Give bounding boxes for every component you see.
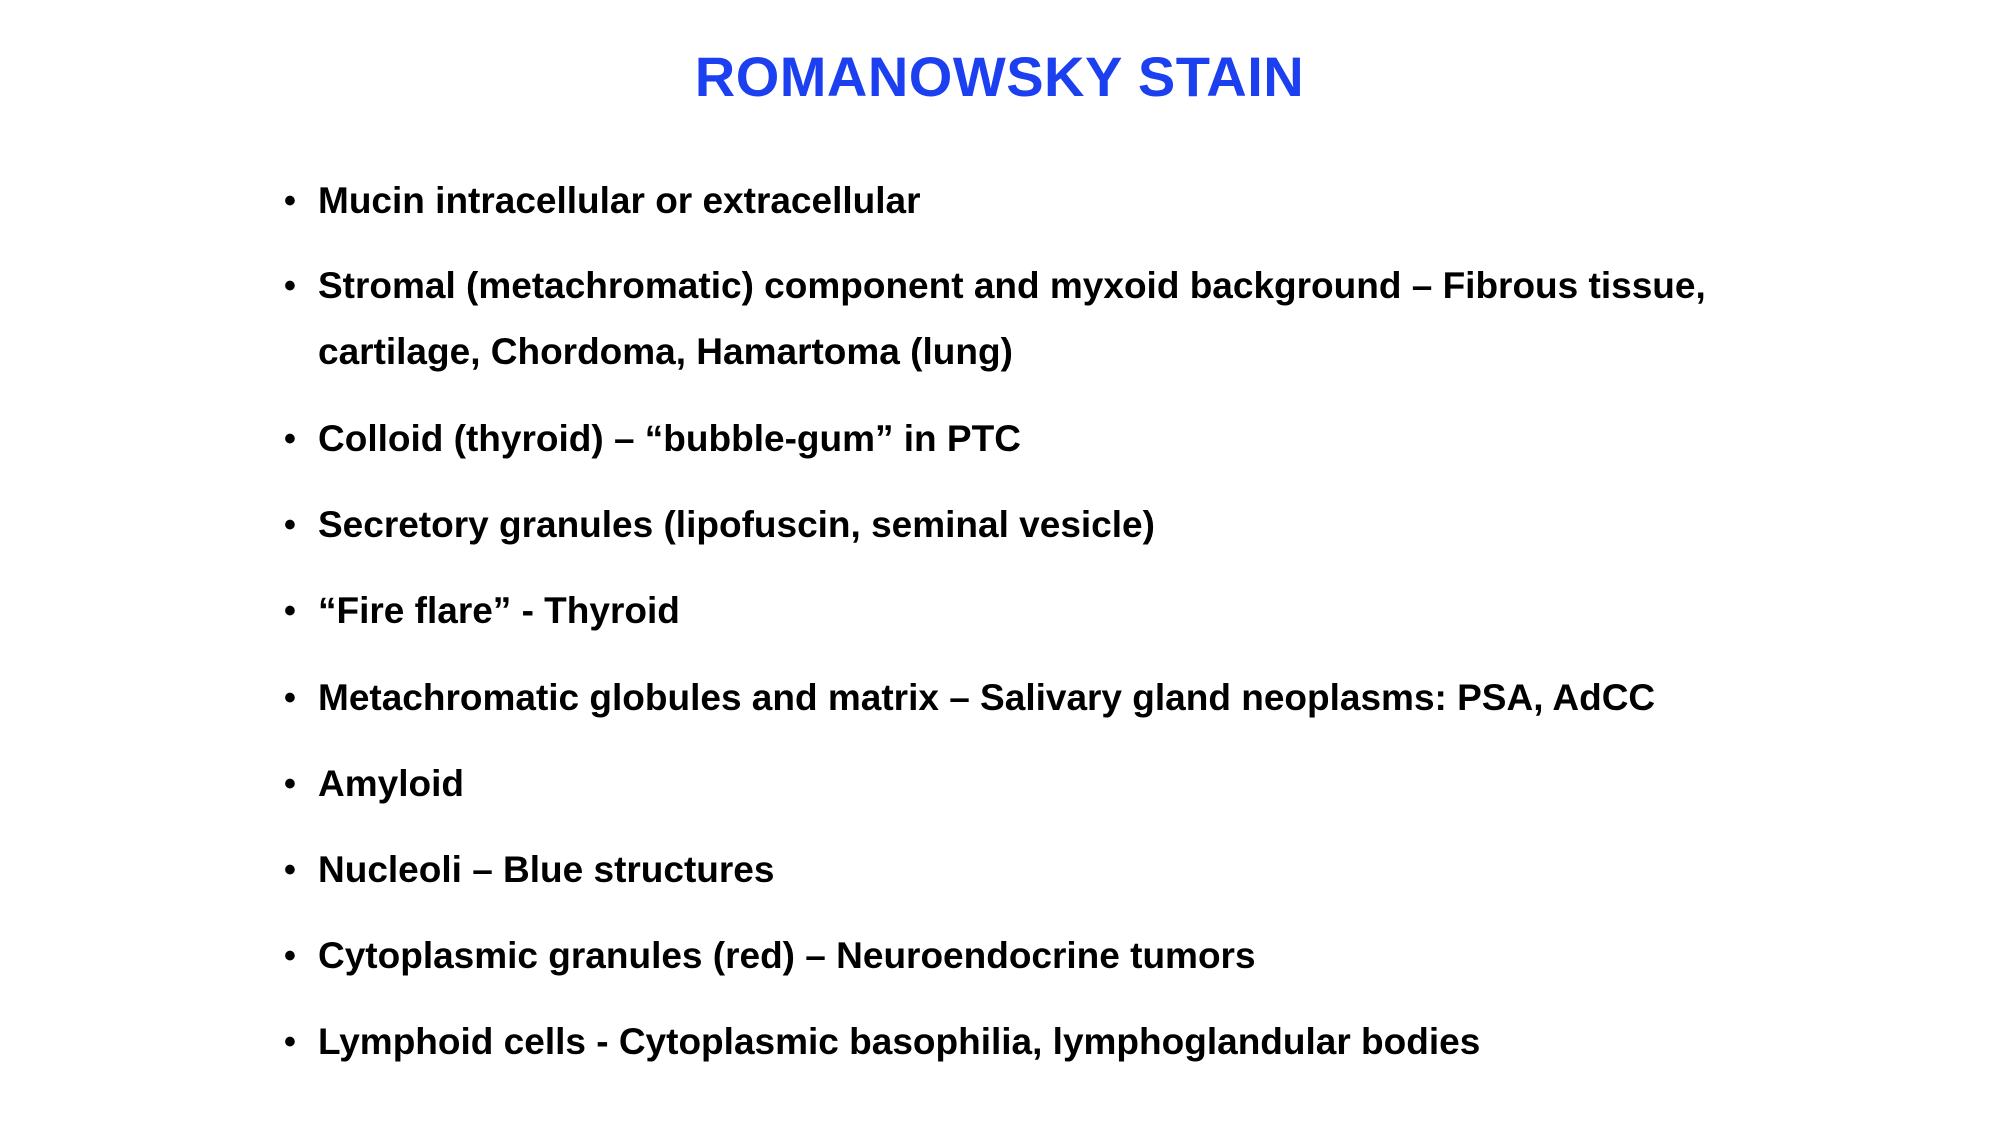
bullet-icon: • <box>284 182 296 220</box>
bullet-icon: • <box>284 420 296 458</box>
bullet-icon: • <box>284 937 296 975</box>
bullet-text: Mucin intracellular or extracellular <box>318 180 921 221</box>
bullet-text: Amyloid <box>318 763 464 804</box>
bullet-item <box>284 837 1718 903</box>
bullet-item <box>284 751 1718 817</box>
bullet-icon: • <box>284 765 296 803</box>
bullet-text: Nucleoli – Blue structures <box>318 849 775 890</box>
bullet-text: Cytoplasmic granules (red) – Neuroendocrine tumors <box>318 935 1256 976</box>
bullet-icon: • <box>284 592 296 630</box>
bullet-item <box>284 578 1718 644</box>
bullet-item <box>284 665 1718 731</box>
bullet-icon: • <box>284 267 296 305</box>
bullet-item <box>284 492 1718 558</box>
bullet-item <box>284 923 1718 989</box>
bullet-text: Lymphoid cells - Cytoplasmic basophilia, lymphoglandular bodies <box>318 1021 1481 1062</box>
bullet-text: Colloid (thyroid) – “bubble-gum” in PTC <box>318 418 1021 459</box>
bullet-text: “Fire flare” - Thyroid <box>318 590 680 631</box>
bullet-text: Stromal (metachromatic) component and myxoid background – Fibrous tissue, cartilage, Chordoma, Hamartoma (lung) <box>318 265 1706 372</box>
bullet-item <box>284 1009 1718 1075</box>
bullet-icon: • <box>284 679 296 717</box>
bullet-item <box>284 253 1718 385</box>
bullet-icon: • <box>284 506 296 544</box>
bullet-text: Metachromatic globules and matrix – Salivary gland neoplasms: PSA, AdCC <box>318 677 1656 718</box>
bullet-item <box>284 406 1718 472</box>
bullet-text: Secretory granules (lipofuscin, seminal vesicle) <box>318 504 1155 545</box>
slide-title: ROMANOWSKY STAIN <box>694 45 1305 108</box>
bullet-icon: • <box>284 851 296 889</box>
bullet-icon: • <box>284 1023 296 1061</box>
bullet-item <box>284 168 1718 234</box>
